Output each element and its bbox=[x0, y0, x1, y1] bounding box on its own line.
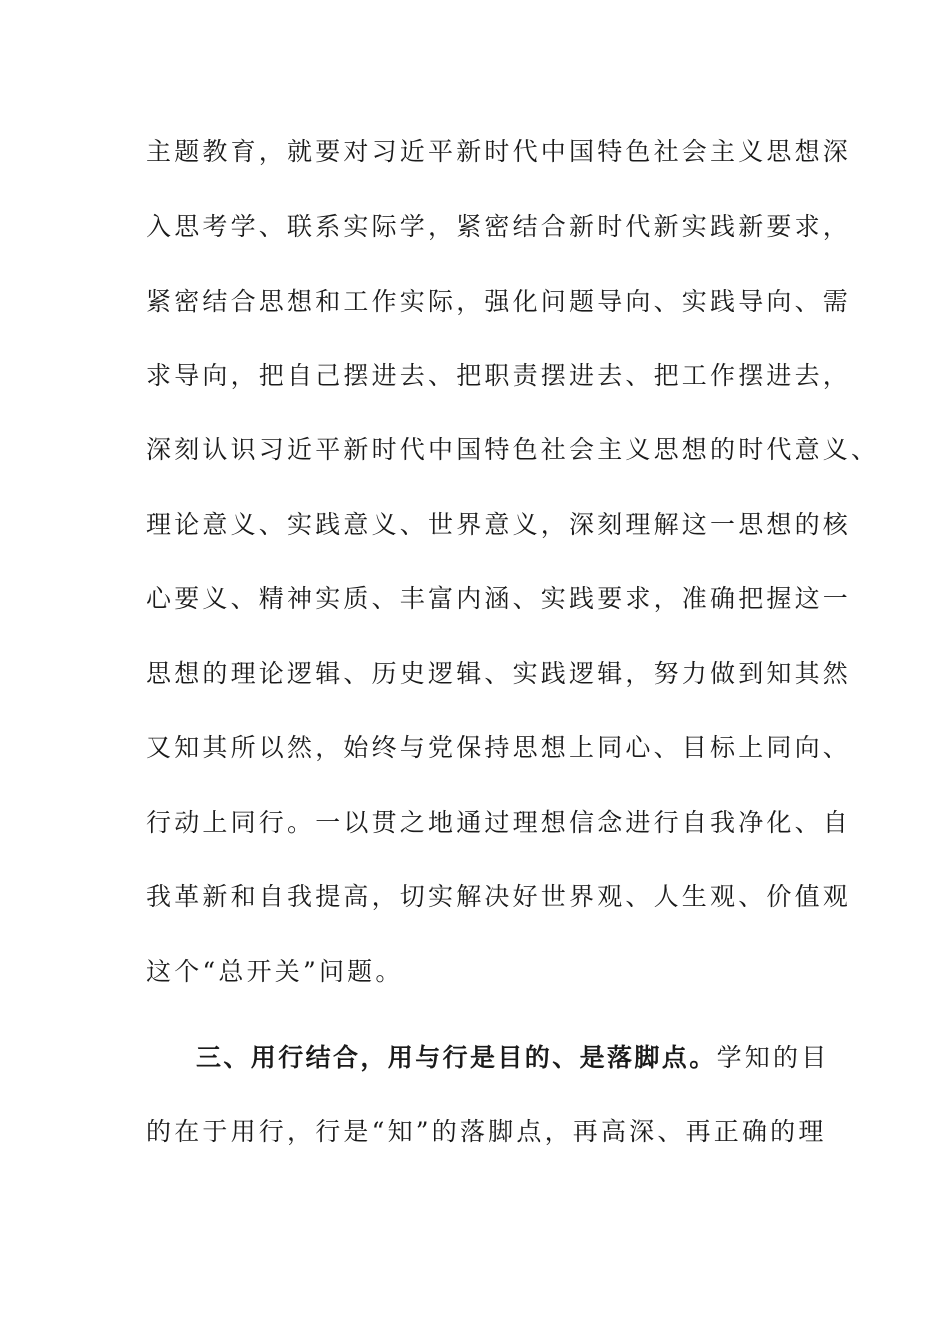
text-line: 我革新和自我提高，切实解决好世界观、人生观、价值观 bbox=[146, 882, 852, 911]
text-line: 理论意义、实践意义、世界意义，深刻理解这一思想的核 bbox=[146, 510, 852, 539]
text-line: 紧密结合思想和工作实际，强化问题导向、实践导向、需 bbox=[146, 287, 852, 316]
paragraph-2-text-start: 学知的目 bbox=[716, 1043, 830, 1072]
text-line: 求导向，把自己摆进去、把职责摆进去、把工作摆进去， bbox=[146, 361, 852, 390]
text-line: 这个“总开关”问题。 bbox=[146, 957, 404, 986]
section-heading: 三、用行结合，用与行是目的、是落脚点。 bbox=[196, 1043, 717, 1072]
text-line: 又知其所以然，始终与党保持思想上同心、目标上同向、 bbox=[146, 733, 852, 762]
text-line: 心要义、精神实质、丰富内涵、实践要求，准确把握这一 bbox=[146, 584, 852, 613]
text-line: 深刻认识习近平新时代中国特色社会主义思想的时代意义、 bbox=[146, 435, 880, 464]
text-line: 行动上同行。一以贯之地通过理想信念进行自我净化、自 bbox=[146, 808, 852, 837]
paragraph-2-first-line bbox=[196, 1038, 830, 1078]
text-line: 入思考学、联系实际学，紧密结合新时代新实践新要求， bbox=[146, 212, 852, 241]
text-line: 的在于用行，行是“知”的落脚点，再高深、再正确的理 bbox=[146, 1117, 827, 1146]
text-line: 主题教育，就要对习近平新时代中国特色社会主义思想深 bbox=[146, 137, 852, 166]
text-line: 思想的理论逻辑、历史逻辑、实践逻辑，努力做到知其然 bbox=[146, 659, 852, 688]
